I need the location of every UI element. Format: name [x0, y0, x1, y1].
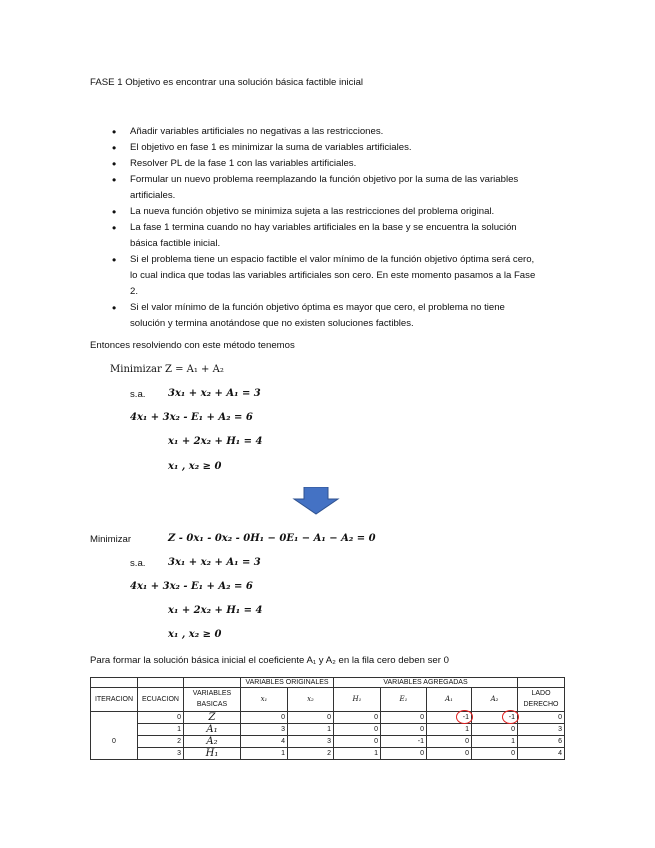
header-x2: x₂: [288, 687, 334, 711]
cell-a2: -1: [472, 711, 518, 723]
cell-h1: 0: [334, 735, 381, 747]
cell-x2: 0: [288, 711, 334, 723]
header-ecuacion: ECUACION: [138, 687, 184, 711]
header-a2: A₂: [472, 687, 518, 711]
highlight-circle-a2: [502, 710, 519, 724]
table-caption: Para formar la solución básica inicial el coeficiente A₁ y A₂ en la fila cero deben ser 0: [90, 655, 449, 666]
cell-h1: 0: [334, 723, 381, 735]
intro-text: Entonces resolviendo con este método tenemos: [90, 340, 295, 351]
cell-basica: H₁: [184, 747, 241, 759]
cell-ecuacion: 0: [138, 711, 184, 723]
table-row: [91, 711, 565, 723]
down-arrow-icon: [292, 487, 340, 515]
model2-constraint-2: 4x₁ + 3x₂ - E₁ + A₂ = 6: [130, 581, 253, 592]
model1-sa: s.a.: [130, 389, 146, 400]
cell-x1: 1: [241, 747, 288, 759]
list-item: • Si el problema tiene un espacio factible el valor mínimo de la función objetivo óptima será cero, lo cual indica que todas las variables artificiales son cero. En este momento pasamos a la Fase 2.: [112, 252, 542, 300]
cell-rhs: 6: [518, 735, 565, 747]
header-basicas: VARIABLES BASICAS: [184, 687, 241, 711]
cell-a2: 1: [472, 735, 518, 747]
cell-x2: 2: [288, 747, 334, 759]
model1-constraint-4: x₁ , x₂ ≥ 0: [168, 461, 222, 472]
cell-x2: 1: [288, 723, 334, 735]
cell-a1: -1: [427, 711, 472, 723]
table-row: [91, 723, 565, 735]
list-item: • Añadir variables artificiales no negativas a las restricciones.: [112, 124, 542, 140]
header-group-original: VARIABLES ORIGINALES: [241, 678, 334, 688]
simplex-table: [90, 677, 565, 760]
header-e1: E₁: [381, 687, 427, 711]
cell-basica: A₁: [184, 723, 241, 735]
model2-constraint-1: 3x₁ + x₂ + A₁ = 3: [168, 557, 261, 568]
model2-constraint-3: x₁ + 2x₂ + H₁ = 4: [168, 605, 263, 616]
cell-rhs: 3: [518, 723, 565, 735]
list-item: • El objetivo en fase 1 es minimizar la suma de variables artificiales.: [112, 140, 542, 156]
list-item: • Resolver PL de la fase 1 con las variables artificiales.: [112, 156, 542, 172]
cell-iteracion: 0: [91, 735, 138, 747]
header-iteracion: ITERACION: [91, 687, 138, 711]
cell-rhs: 0: [518, 711, 565, 723]
model2-label: Minimizar: [90, 534, 132, 545]
cell-a2: 0: [472, 747, 518, 759]
cell-x1: 3: [241, 723, 288, 735]
cell-x2: 3: [288, 735, 334, 747]
cell-e1: -1: [381, 735, 427, 747]
cell-x1: 0: [241, 711, 288, 723]
cell-h1: 1: [334, 747, 381, 759]
cell-ecuacion: 2: [138, 735, 184, 747]
cell-e1: 0: [381, 747, 427, 759]
table-row: [91, 747, 565, 759]
model2-sa: s.a.: [130, 558, 146, 569]
cell-rhs: 4: [518, 747, 565, 759]
model1-constraint-1: 3x₁ + x₂ + A₁ = 3: [168, 388, 261, 399]
list-item: • Formular un nuevo problema reemplazando la función objetivo por la suma de las variables artificiales.: [112, 172, 542, 204]
model1-constraint-2: 4x₁ + 3x₂ - E₁ + A₂ = 6: [130, 412, 253, 423]
cell-a1: 0: [427, 747, 472, 759]
section-heading: FASE 1 Objetivo es encontrar una solución básica factible inicial: [90, 77, 364, 88]
cell-ecuacion: 1: [138, 723, 184, 735]
cell-ecuacion: 3: [138, 747, 184, 759]
model2-constraint-4: x₁ , x₂ ≥ 0: [168, 629, 222, 640]
cell-x1: 4: [241, 735, 288, 747]
cell-basica: Z: [184, 711, 241, 723]
highlight-circle-a1: [456, 710, 473, 724]
header-a1: A₁: [427, 687, 472, 711]
cell-e1: 0: [381, 711, 427, 723]
model1-objective: Minimizar Z = A₁ + A₂: [110, 364, 224, 375]
cell-a2: 0: [472, 723, 518, 735]
list-item: • Si el valor mínimo de la función objetivo óptima es mayor que cero, el problema no tiene solución y termina anotándose que no existen soluciones factibles.: [112, 300, 542, 332]
cell-basica: A₂: [184, 735, 241, 747]
list-item: • La nueva función objetivo se minimiza sujeta a las restricciones del problema original.: [112, 204, 542, 220]
bullet-list: [112, 124, 542, 332]
cell-e1: 0: [381, 723, 427, 735]
header-lado-derecho: LADO DERECHO: [518, 687, 565, 711]
table-row: [91, 735, 565, 747]
cell-a1: 1: [427, 723, 472, 735]
header-x1: x₁: [241, 687, 288, 711]
header-group-added: VARIABLES AGREGADAS: [334, 678, 518, 688]
model2-objective: Z - 0x₁ - 0x₂ - 0H₁ − 0E₁ − A₁ − A₂ = 0: [168, 533, 376, 544]
model1-constraint-3: x₁ + 2x₂ + H₁ = 4: [168, 436, 263, 447]
cell-a1: 0: [427, 735, 472, 747]
cell-h1: 0: [334, 711, 381, 723]
header-h1: H₁: [334, 687, 381, 711]
list-item: • La fase 1 termina cuando no hay variables artificiales en la base y se encuentra la solución básica factible inicial.: [112, 220, 542, 252]
